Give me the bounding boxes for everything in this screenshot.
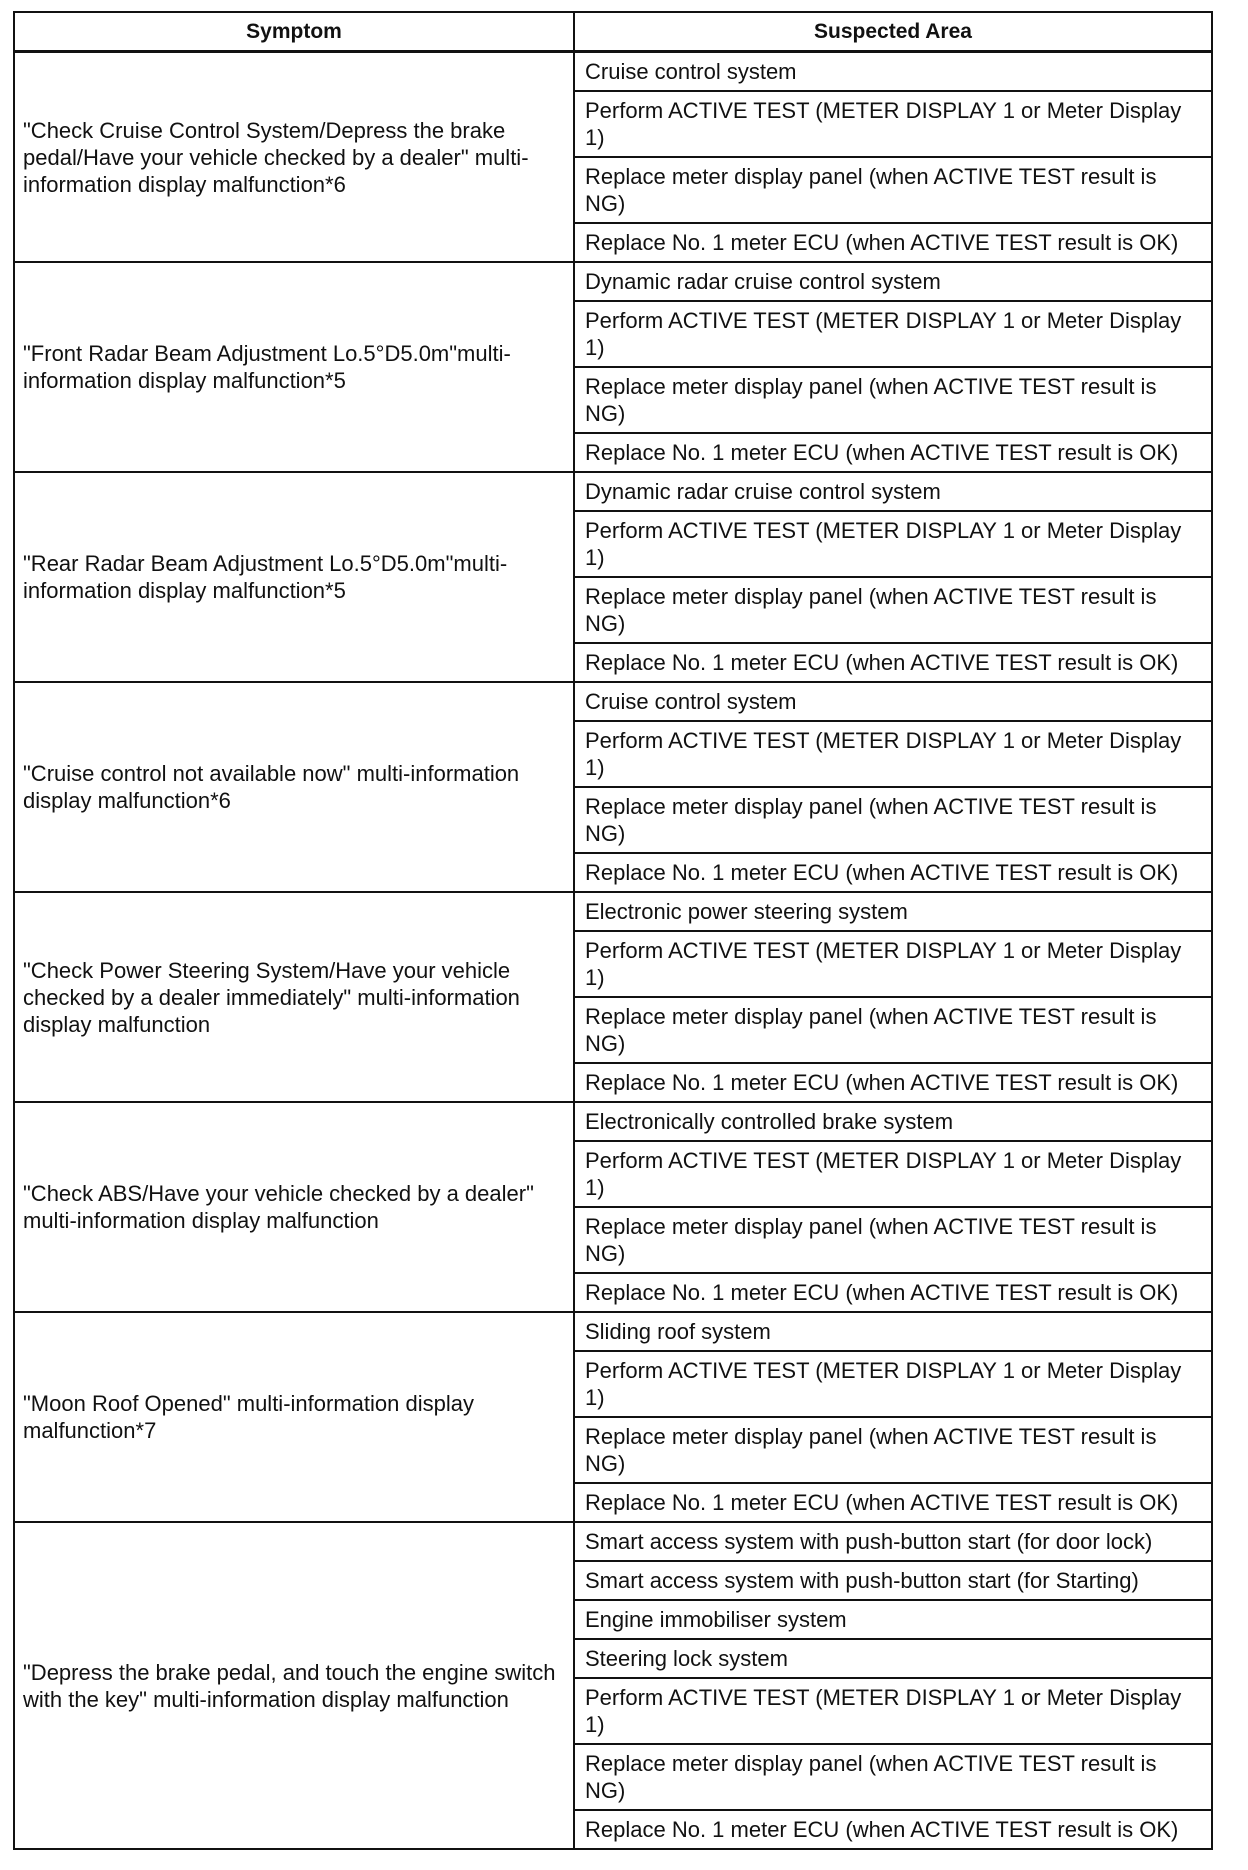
- suspected-area-cell: Replace meter display panel (when ACTIVE TEST result is NG): [574, 1417, 1212, 1483]
- symptom-cell: "Check Cruise Control System/Depress the brake pedal/Have your vehicle checked by a dealer" multi-information display malfunction*6: [14, 52, 574, 263]
- table-row: [14, 892, 1212, 931]
- document-page: [13, 11, 1213, 1850]
- suspected-area-cell: Cruise control system: [574, 682, 1212, 721]
- symptom-cell: "Check Power Steering System/Have your vehicle checked by a dealer immediately" multi-information display malfunction: [14, 892, 574, 1102]
- suspected-area-cell: Dynamic radar cruise control system: [574, 472, 1212, 511]
- table-row: [14, 1102, 1212, 1141]
- suspected-area-cell: Perform ACTIVE TEST (METER DISPLAY 1 or Meter Display 1): [574, 511, 1212, 577]
- suspected-area-cell: Steering lock system: [574, 1639, 1212, 1678]
- symptom-cell: "Moon Roof Opened" multi-information display malfunction*7: [14, 1312, 574, 1522]
- table-row: [14, 1312, 1212, 1351]
- suspected-area-cell: Smart access system with push-button start (for Starting): [574, 1561, 1212, 1600]
- symptom-cell: "Cruise control not available now" multi-information display malfunction*6: [14, 682, 574, 892]
- suspected-area-cell: Perform ACTIVE TEST (METER DISPLAY 1 or Meter Display 1): [574, 1678, 1212, 1744]
- suspected-area-cell: Replace meter display panel (when ACTIVE TEST result is NG): [574, 1744, 1212, 1810]
- suspected-area-cell: Perform ACTIVE TEST (METER DISPLAY 1 or Meter Display 1): [574, 301, 1212, 367]
- suspected-area-cell: Smart access system with push-button start (for door lock): [574, 1522, 1212, 1561]
- suspected-area-cell: Replace No. 1 meter ECU (when ACTIVE TEST result is OK): [574, 433, 1212, 472]
- suspected-area-cell: Cruise control system: [574, 52, 1212, 92]
- suspected-area-cell: Engine immobiliser system: [574, 1600, 1212, 1639]
- table-row: [14, 262, 1212, 301]
- suspected-area-cell: Electronic power steering system: [574, 892, 1212, 931]
- suspected-area-cell: Perform ACTIVE TEST (METER DISPLAY 1 or Meter Display 1): [574, 721, 1212, 787]
- table-row: [14, 1522, 1212, 1561]
- suspected-area-cell: Replace meter display panel (when ACTIVE TEST result is NG): [574, 997, 1212, 1063]
- symptom-cell: "Check ABS/Have your vehicle checked by a dealer" multi-information display malfunction: [14, 1102, 574, 1312]
- suspected-area-cell: Replace No. 1 meter ECU (when ACTIVE TEST result is OK): [574, 1063, 1212, 1102]
- suspected-area-cell: Replace No. 1 meter ECU (when ACTIVE TEST result is OK): [574, 853, 1212, 892]
- suspected-area-cell: Replace No. 1 meter ECU (when ACTIVE TEST result is OK): [574, 1810, 1212, 1849]
- suspected-area-cell: Replace meter display panel (when ACTIVE TEST result is NG): [574, 157, 1212, 223]
- header-row: [14, 12, 1212, 52]
- suspected-area-cell: Perform ACTIVE TEST (METER DISPLAY 1 or Meter Display 1): [574, 1351, 1212, 1417]
- suspected-area-cell: Replace meter display panel (when ACTIVE TEST result is NG): [574, 787, 1212, 853]
- table-row: [14, 472, 1212, 511]
- table-row: [14, 52, 1212, 92]
- symptom-table: [13, 11, 1213, 1850]
- symptom-cell: "Rear Radar Beam Adjustment Lo.5°D5.0m"multi-information display malfunction*5: [14, 472, 574, 682]
- suspected-area-cell: Perform ACTIVE TEST (METER DISPLAY 1 or Meter Display 1): [574, 931, 1212, 997]
- symptom-cell: "Depress the brake pedal, and touch the engine switch with the key" multi-information display malfunction: [14, 1522, 574, 1849]
- suspected-area-cell: Replace No. 1 meter ECU (when ACTIVE TEST result is OK): [574, 643, 1212, 682]
- suspected-area-cell: Electronically controlled brake system: [574, 1102, 1212, 1141]
- suspected-area-cell: Replace No. 1 meter ECU (when ACTIVE TEST result is OK): [574, 1273, 1212, 1312]
- table-row: [14, 682, 1212, 721]
- suspected-area-cell: Sliding roof system: [574, 1312, 1212, 1351]
- suspected-area-cell: Replace No. 1 meter ECU (when ACTIVE TEST result is OK): [574, 223, 1212, 262]
- suspected-area-cell: Dynamic radar cruise control system: [574, 262, 1212, 301]
- header-suspected-area: Suspected Area: [574, 12, 1212, 52]
- symptom-cell: "Front Radar Beam Adjustment Lo.5°D5.0m"multi-information display malfunction*5: [14, 262, 574, 472]
- suspected-area-cell: Perform ACTIVE TEST (METER DISPLAY 1 or Meter Display 1): [574, 91, 1212, 157]
- suspected-area-cell: Replace meter display panel (when ACTIVE TEST result is NG): [574, 1207, 1212, 1273]
- table-header: [14, 12, 1212, 52]
- suspected-area-cell: Perform ACTIVE TEST (METER DISPLAY 1 or Meter Display 1): [574, 1141, 1212, 1207]
- header-symptom: Symptom: [14, 12, 574, 52]
- table-body: [14, 52, 1212, 1850]
- suspected-area-cell: Replace meter display panel (when ACTIVE TEST result is NG): [574, 367, 1212, 433]
- suspected-area-cell: Replace meter display panel (when ACTIVE TEST result is NG): [574, 577, 1212, 643]
- suspected-area-cell: Replace No. 1 meter ECU (when ACTIVE TEST result is OK): [574, 1483, 1212, 1522]
